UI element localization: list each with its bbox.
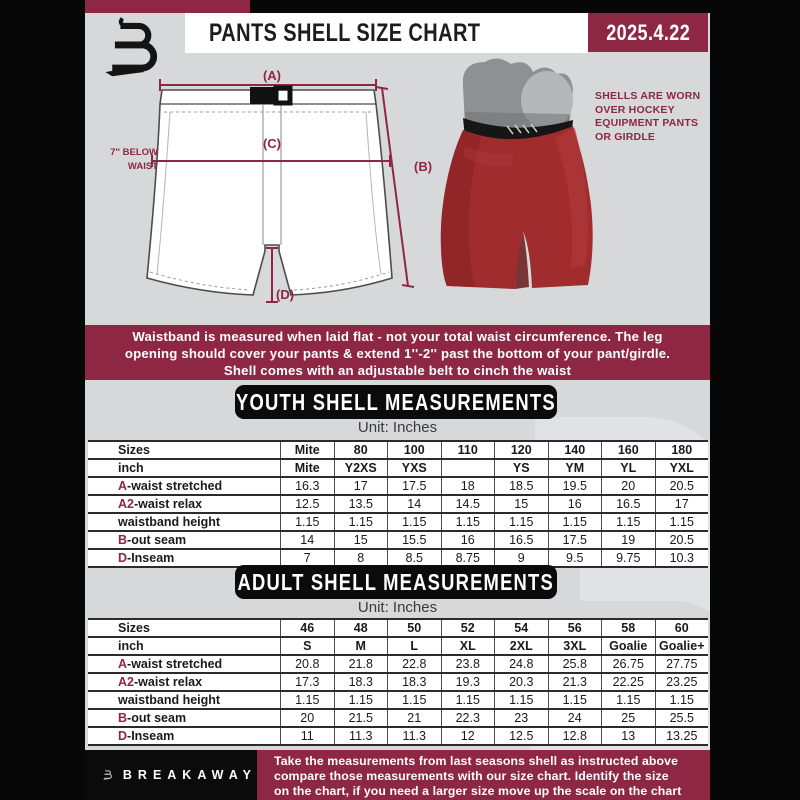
table-cell: 1.15 (280, 692, 334, 708)
table-cell: Goalie (601, 638, 655, 654)
table-row (88, 728, 708, 744)
table-cell: 9.5 (548, 550, 602, 566)
row-label: Sizes (118, 621, 150, 635)
table-cell: 46 (280, 620, 334, 636)
photo-note-line: EQUIPMENT PANTS (595, 117, 699, 129)
table-cell: YS (494, 460, 548, 476)
table-cell: 60 (655, 620, 709, 636)
table-cell: Y2XS (334, 460, 388, 476)
table-cell: 18.5 (494, 478, 548, 494)
table-cell: 1.15 (655, 692, 709, 708)
table-cell: 17.5 (387, 478, 441, 494)
table-row (88, 478, 708, 496)
table-cell: 16 (441, 532, 495, 548)
adult-section-title: ADULT SHELL MEASUREMENTS (237, 568, 555, 595)
table-cell: 18.3 (334, 674, 388, 690)
table-cell: 50 (387, 620, 441, 636)
row-label: waistband height (118, 515, 221, 529)
table-cell: 80 (334, 442, 388, 458)
table-cell: 21 (387, 710, 441, 726)
table-cell: 110 (441, 442, 495, 458)
table-row (88, 638, 708, 656)
table-cell: 19.3 (441, 674, 495, 690)
table-cell: 23.8 (441, 656, 495, 672)
table-cell: XL (441, 638, 495, 654)
shell-measurement-diagram (100, 66, 440, 324)
table-cell: 27.75 (655, 656, 709, 672)
table-cell: L (387, 638, 441, 654)
table-cell: 21.8 (334, 656, 388, 672)
diagram-label-b: (B) (414, 159, 433, 174)
table-cell: 13.25 (655, 728, 709, 744)
diagram-label-a: (A) (262, 68, 282, 83)
row-label: A2-waist relax (118, 675, 203, 689)
row-label: waistband height (118, 693, 221, 707)
table-cell: 180 (655, 442, 709, 458)
row-label: inch (118, 461, 144, 475)
youth-section-banner (235, 385, 557, 419)
table-cell: 18 (441, 478, 495, 494)
table-cell: 8 (334, 550, 388, 566)
table-cell: 48 (334, 620, 388, 636)
table-row (88, 674, 708, 692)
table-cell: 19 (601, 532, 655, 548)
row-label: A2-waist relax (118, 497, 203, 511)
table-row (88, 532, 708, 550)
notice-line: opening should cover your pants & extend 1''-2'' past the bottom of your pant/girdle. (124, 346, 671, 362)
table-cell: 24 (548, 710, 602, 726)
table-cell: 1.15 (387, 514, 441, 530)
table-cell: 12.8 (548, 728, 602, 744)
table-cell: 23.25 (655, 674, 709, 690)
table-cell: M (334, 638, 388, 654)
table-cell: 11.3 (387, 728, 441, 744)
table-cell: 15.5 (387, 532, 441, 548)
table-row (88, 442, 708, 460)
table-cell: 10.3 (655, 550, 709, 566)
table-cell: 15 (494, 496, 548, 512)
belt-buckle (250, 87, 274, 104)
table-cell: 22.8 (387, 656, 441, 672)
waist-note-line2: WAIST (127, 161, 158, 172)
adult-section-banner (235, 565, 557, 599)
table-cell: 1.15 (387, 692, 441, 708)
table-cell: 1.15 (548, 692, 602, 708)
table-cell: 18.3 (387, 674, 441, 690)
table-cell: 1.15 (601, 514, 655, 530)
adult-size-table (88, 618, 708, 746)
table-cell: 21.5 (334, 710, 388, 726)
table-cell: 1.15 (441, 692, 495, 708)
table-cell: 25.8 (548, 656, 602, 672)
table-cell: 11 (280, 728, 334, 744)
table-cell: 16.3 (280, 478, 334, 494)
table-cell: YXS (387, 460, 441, 476)
breakaway-logo-icon (102, 760, 114, 790)
table-cell: 2XL (494, 638, 548, 654)
table-cell: YXL (655, 460, 709, 476)
table-cell: 15 (334, 532, 388, 548)
date-badge (588, 13, 708, 52)
table-cell: 140 (548, 442, 602, 458)
photo-note-line: OVER HOCKEY (595, 103, 675, 116)
shorts-outline (147, 90, 392, 295)
notice-line: Shell comes with an adjustable belt to cinch the waist (223, 363, 572, 379)
table-cell: 23 (494, 710, 548, 726)
table-row (88, 710, 708, 728)
footer-instruction-line: Take the measurements from last seasons shell as instructed above (274, 754, 679, 768)
table-cell: 20.3 (494, 674, 548, 690)
table-cell: 120 (494, 442, 548, 458)
table-cell: 1.15 (334, 692, 388, 708)
table-cell: 9 (494, 550, 548, 566)
table-cell: 11.3 (334, 728, 388, 744)
table-cell: 54 (494, 620, 548, 636)
table-cell: 17 (334, 478, 388, 494)
brand-name: BREAKAWAY (122, 768, 257, 782)
table-cell: 16.5 (494, 532, 548, 548)
table-cell: 1.15 (494, 692, 548, 708)
table-cell: 25.5 (655, 710, 709, 726)
table-row (88, 514, 708, 532)
table-cell: 17 (655, 496, 709, 512)
footer-instructions (257, 750, 710, 800)
table-cell: 7 (280, 550, 334, 566)
table-cell: S (280, 638, 334, 654)
table-cell: 56 (548, 620, 602, 636)
notice-line: Waistband is measured when laid flat - not your total waist circumference. The leg (132, 329, 663, 344)
table-cell: 13.5 (334, 496, 388, 512)
table-cell: 1.15 (548, 514, 602, 530)
table-cell: 16 (548, 496, 602, 512)
table-cell: 22.25 (601, 674, 655, 690)
table-cell: 8.75 (441, 550, 495, 566)
table-cell: 9.75 (601, 550, 655, 566)
table-cell: 24.8 (494, 656, 548, 672)
table-cell: 1.15 (334, 514, 388, 530)
youth-unit-label: Unit: Inches (357, 419, 438, 436)
table-cell: 1.15 (441, 514, 495, 530)
table-cell: YM (548, 460, 602, 476)
table-cell: 12.5 (280, 496, 334, 512)
table-cell: 22.3 (441, 710, 495, 726)
table-cell: 1.15 (280, 514, 334, 530)
table-cell: 1.15 (494, 514, 548, 530)
table-cell: 17.3 (280, 674, 334, 690)
table-row (88, 692, 708, 710)
table-cell: 1.15 (601, 692, 655, 708)
table-cell: YL (601, 460, 655, 476)
table-cell: Goalie+ (655, 638, 709, 654)
table-cell: 21.3 (548, 674, 602, 690)
table-row (88, 620, 708, 638)
table-cell: 16.5 (601, 496, 655, 512)
row-label: A-waist stretched (118, 479, 223, 493)
photo-note (595, 90, 720, 144)
table-cell: 20.5 (655, 532, 709, 548)
page-title-bar (185, 13, 588, 53)
measurement-notice-banner (85, 325, 710, 380)
header-accent-strip (85, 0, 250, 13)
date-text: 2025.4.22 (606, 19, 690, 45)
table-cell: 14 (387, 496, 441, 512)
photo-note-line: SHELLS ARE WORN (595, 90, 701, 102)
table-cell: Mite (280, 442, 334, 458)
row-label: D-Inseam (118, 551, 175, 565)
table-row (88, 496, 708, 514)
youth-section-title: YOUTH SHELL MEASUREMENTS (236, 388, 556, 415)
row-label: D-Inseam (118, 729, 175, 743)
table-cell: 25 (601, 710, 655, 726)
table-cell: 17.5 (548, 532, 602, 548)
diagram-label-d: (D) (276, 287, 295, 302)
table-cell: 12.5 (494, 728, 548, 744)
table-cell: 14 (280, 532, 334, 548)
table-cell: 160 (601, 442, 655, 458)
table-row (88, 656, 708, 674)
footer-brand-block (85, 750, 257, 800)
table-cell: 3XL (548, 638, 602, 654)
youth-size-table (88, 440, 708, 568)
diagram-label-c: (C) (262, 136, 282, 151)
table-cell: 20.5 (655, 478, 709, 494)
table-cell: 100 (387, 442, 441, 458)
table-cell: 20.8 (280, 656, 334, 672)
table-cell: 8.5 (387, 550, 441, 566)
row-label: B-out seam (118, 533, 187, 547)
table-cell: 19.5 (548, 478, 602, 494)
table-row (88, 550, 708, 566)
table-row (88, 460, 708, 478)
row-label: Sizes (118, 443, 150, 457)
table-cell: 26.75 (601, 656, 655, 672)
table-cell: 13 (601, 728, 655, 744)
table-cell: Mite (280, 460, 334, 476)
footer-instruction-line: on the chart, if you need a larger size move up the scale on the chart (274, 783, 682, 798)
page-title: PANTS SHELL SIZE CHART (209, 18, 481, 47)
table-cell: 52 (441, 620, 495, 636)
table-cell: 12 (441, 728, 495, 744)
row-label: A-waist stretched (118, 657, 223, 671)
row-label: B-out seam (118, 711, 187, 725)
footer-instruction-line: compare those measurements with our size chart. Identify the size (274, 768, 669, 783)
table-cell (441, 460, 495, 476)
waist-note-line1: 7'' BELOW (110, 147, 158, 158)
table-cell: 14.5 (441, 496, 495, 512)
photo-note-line: OR GIRDLE (595, 130, 656, 143)
table-cell: 1.15 (655, 514, 709, 530)
table-cell: 20 (601, 478, 655, 494)
adult-unit-label: Unit: Inches (357, 599, 438, 616)
row-label: inch (118, 639, 144, 653)
table-cell: 20 (280, 710, 334, 726)
table-cell: 58 (601, 620, 655, 636)
